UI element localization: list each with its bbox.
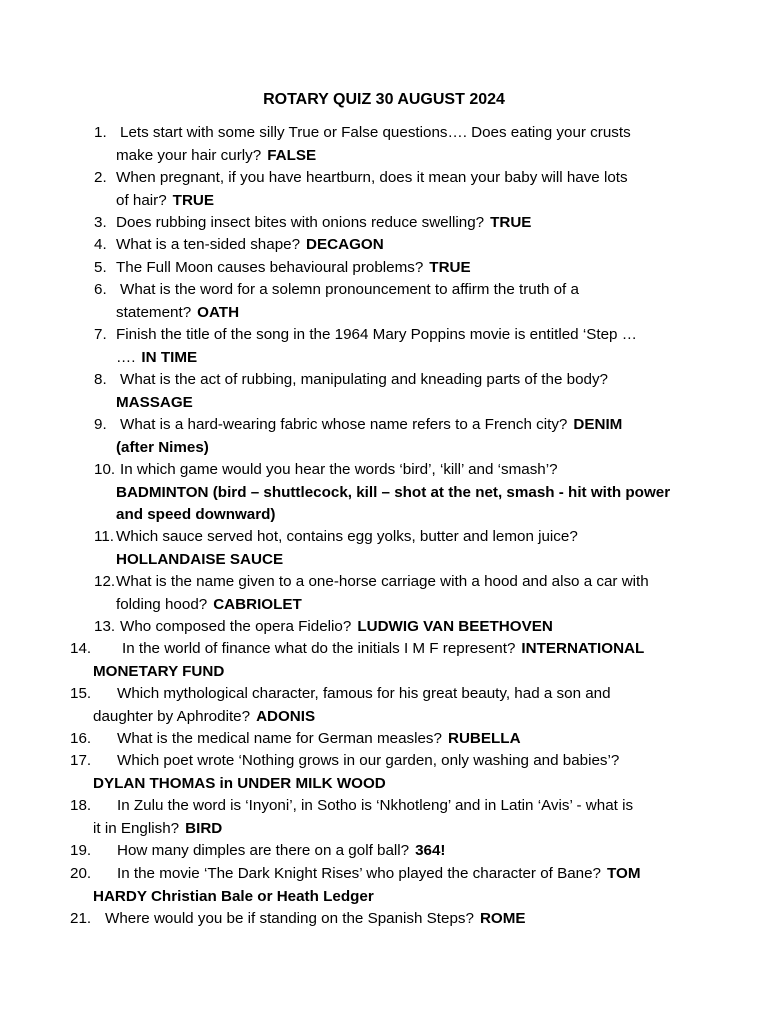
question-text: What is the act of rubbing, manipulating and kneading parts of the body?	[120, 371, 609, 388]
answer-cont: (after Nimes)	[116, 438, 209, 456]
question-text: Does rubbing insect bites with onions reduce swelling?	[116, 214, 485, 231]
question-text-cont: ….	[116, 348, 136, 366]
question-number: 7.	[94, 326, 107, 343]
question-3	[94, 212, 531, 235]
question-number: 5.	[94, 259, 107, 276]
answer: DYLAN THOMAS in UNDER MILK WOOD	[93, 774, 386, 792]
question-text: Lets start with some silly True or False questions…. Does eating your crusts	[120, 124, 631, 141]
question-text: What is the word for a solemn pronouncement to affirm the truth of a	[120, 281, 579, 298]
question-text: In the world of finance what do the initials I M F represent?	[122, 640, 516, 657]
question-text-cont: it in English?	[93, 819, 180, 837]
question-text: Which sauce served hot, contains egg yolks, butter and lemon juice?	[116, 528, 578, 545]
question-number: 14.	[70, 640, 92, 657]
question-text: Which poet wrote ‘Nothing grows in our garden, only washing and babies’?	[117, 752, 620, 769]
question-12	[94, 571, 649, 616]
question-number: 2.	[94, 169, 107, 186]
question-text: How many dimples are there on a golf ball?	[117, 842, 410, 859]
question-text: The Full Moon causes behavioural problems?	[116, 259, 424, 276]
question-18	[70, 795, 633, 840]
answer: DENIM	[573, 416, 623, 433]
question-text: In Zulu the word is ‘Inyoni’, in Sotho is ‘Nkhotleng’ and in Latin ‘Avis’ - what is	[117, 797, 634, 814]
answer-cont: MONETARY FUND	[93, 662, 225, 680]
answer: TRUE	[429, 259, 471, 276]
question-number: 15.	[70, 685, 92, 702]
question-10	[94, 459, 670, 527]
question-number: 12.	[94, 573, 116, 590]
answer: DECAGON	[306, 236, 384, 253]
question-19	[70, 840, 446, 863]
question-text: In the movie ‘The Dark Knight Rises’ who played the character of Bane?	[117, 865, 602, 882]
answer: 364!	[415, 842, 446, 859]
question-1	[94, 122, 631, 167]
question-number: 20.	[70, 865, 92, 882]
question-number: 11.	[94, 528, 114, 545]
question-text: What is a hard-wearing fabric whose name refers to a French city?	[120, 416, 568, 433]
answer: HOLLANDAISE SAUCE	[116, 550, 284, 568]
question-7	[94, 324, 637, 369]
answer: CABRIOLET	[213, 595, 302, 613]
question-text: What is a ten-sided shape?	[116, 236, 301, 253]
question-text-cont: statement?	[116, 303, 192, 321]
question-text-cont: make your hair curly?	[116, 146, 262, 164]
question-number: 10.	[94, 461, 116, 478]
answer: FALSE	[267, 146, 317, 164]
answer: ADONIS	[256, 707, 316, 725]
question-number: 16.	[70, 730, 92, 747]
answer: TRUE	[490, 214, 532, 231]
question-number: 17.	[70, 752, 92, 769]
answer: BIRD	[185, 819, 223, 837]
question-text: Who composed the opera Fidelio?	[120, 618, 352, 635]
answer-cont: HARDY Christian Bale or Heath Ledger	[93, 887, 374, 905]
question-text-cont: folding hood?	[116, 595, 208, 613]
question-6	[94, 279, 579, 324]
question-number: 4.	[94, 236, 107, 253]
question-2	[94, 167, 628, 212]
question-text: Finish the title of the song in the 1964 Mary Poppins movie is entitled ‘Step …	[116, 326, 637, 343]
question-text: When pregnant, if you have heartburn, does it mean your baby will have lots	[116, 169, 628, 186]
question-text: In which game would you hear the words ‘bird’, ‘kill’ and ‘smash’?	[120, 461, 558, 478]
question-16	[70, 728, 521, 751]
question-number: 21.	[70, 910, 92, 927]
question-number: 9.	[94, 416, 107, 433]
question-20	[70, 863, 640, 908]
question-number: 18.	[70, 797, 92, 814]
question-number: 3.	[94, 214, 107, 231]
question-11	[94, 526, 578, 571]
answer: OATH	[197, 303, 240, 321]
answer: ROME	[479, 910, 526, 927]
question-5	[94, 257, 471, 280]
answer: BADMINTON (bird – shuttlecock, kill – shot at the net, smash - hit with power	[116, 483, 671, 501]
question-number: 13.	[94, 618, 116, 635]
answer-cont: and speed downward)	[116, 506, 276, 523]
question-text-cont: of hair?	[116, 191, 167, 209]
question-text: Which mythological character, famous for his great beauty, had a son and	[117, 685, 611, 702]
question-21	[70, 908, 526, 931]
question-14	[70, 638, 644, 683]
question-number: 8.	[94, 371, 107, 388]
question-number: 1.	[94, 124, 107, 141]
answer: TOM	[607, 865, 641, 882]
question-17	[70, 750, 619, 795]
question-number: 19.	[70, 842, 92, 859]
question-number: 6.	[94, 281, 107, 298]
question-text: What is the medical name for German measles?	[117, 730, 442, 747]
question-text-cont: daughter by Aphrodite?	[93, 707, 251, 725]
document-title: ROTARY QUIZ 30 AUGUST 2024	[263, 91, 505, 108]
question-15	[70, 683, 611, 728]
answer: INTERNATIONAL	[521, 640, 645, 657]
question-4	[94, 234, 384, 257]
question-text: What is the name given to a one-horse carriage with a hood and also a car with	[116, 573, 649, 590]
question-13	[94, 616, 553, 639]
question-text: Where would you be if standing on the Spanish Steps?	[105, 910, 474, 927]
answer: TRUE	[172, 191, 215, 209]
question-8	[94, 369, 608, 414]
answer: IN TIME	[141, 348, 198, 366]
answer: MASSAGE	[116, 393, 193, 411]
question-9	[94, 414, 622, 459]
answer: RUBELLA	[447, 730, 521, 747]
answer: LUDWIG VAN BEETHOVEN	[357, 618, 553, 635]
